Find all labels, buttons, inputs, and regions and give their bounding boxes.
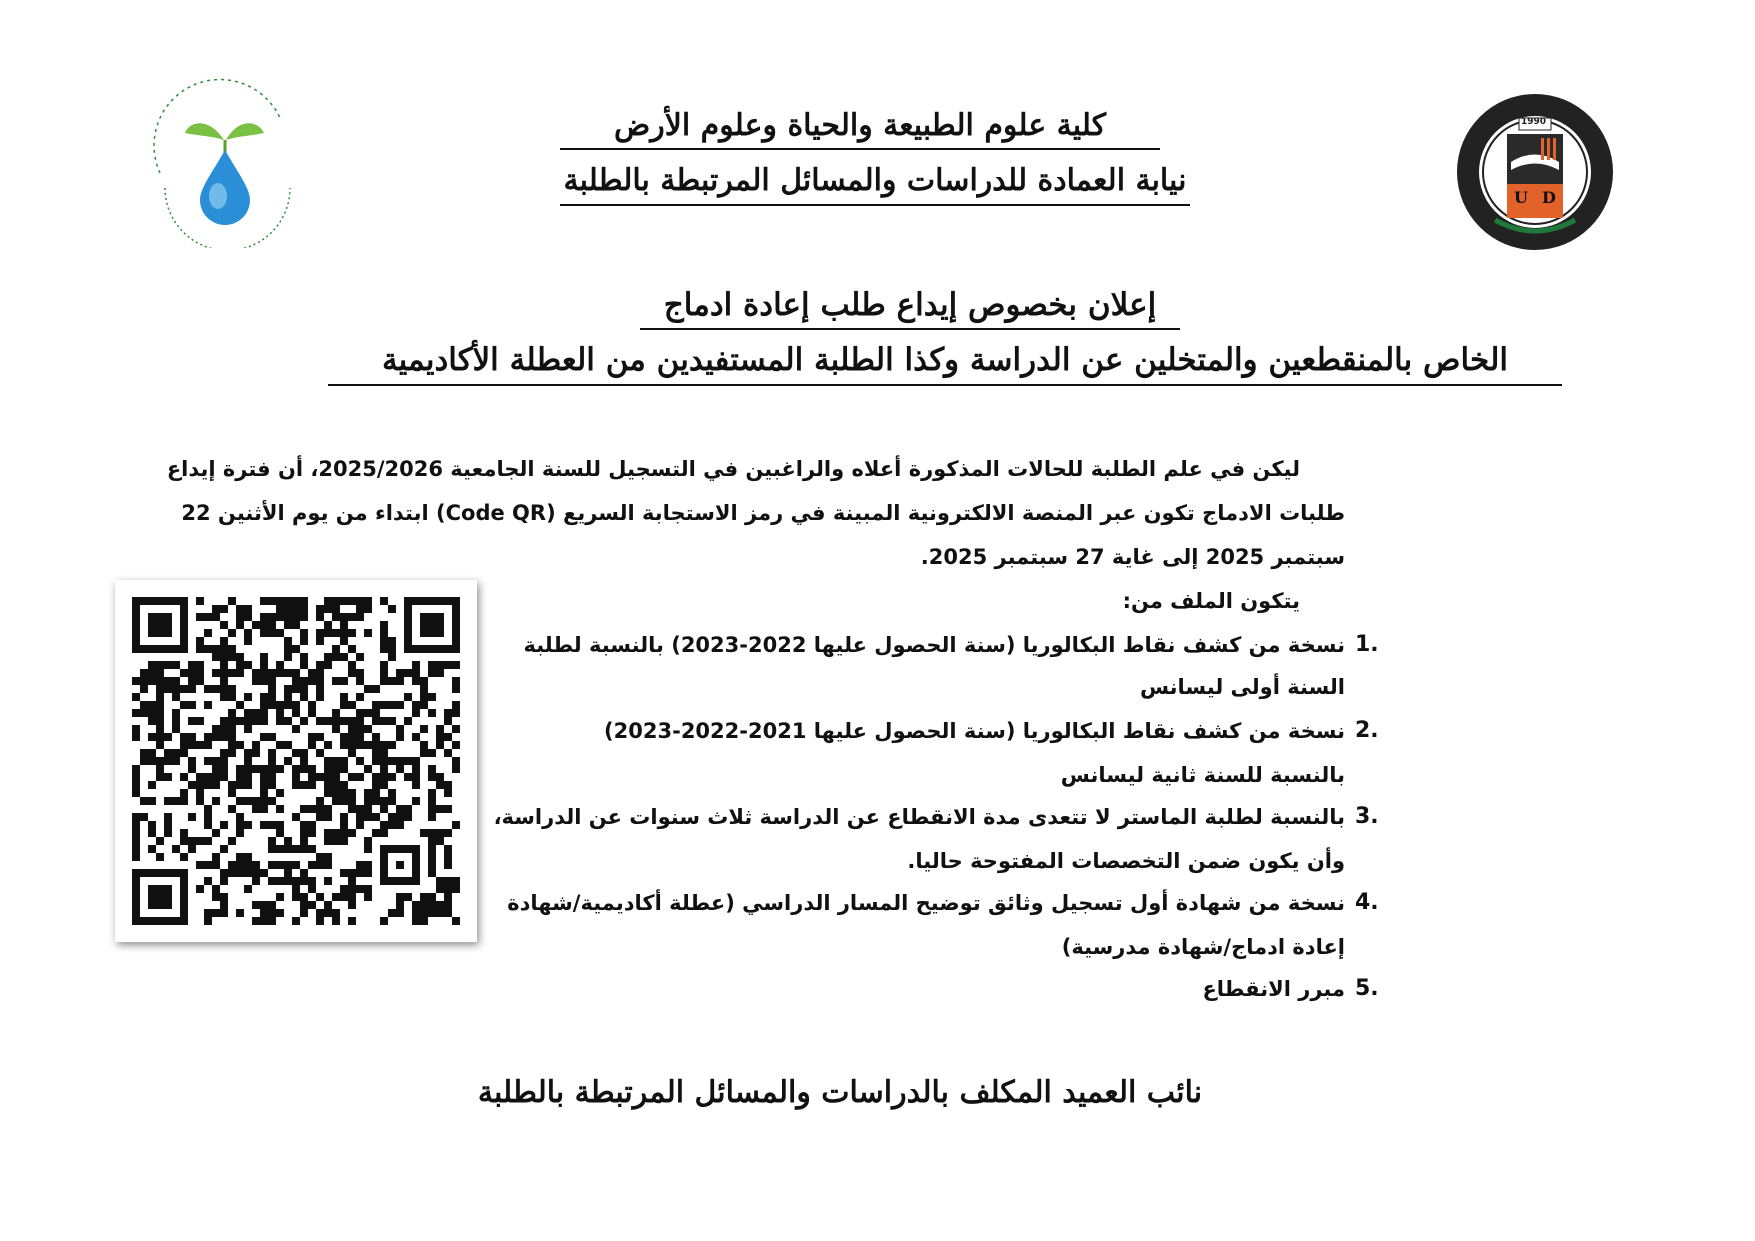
file-composition-label: يتكون الملف من: <box>1122 589 1300 613</box>
list-item-number: 1. <box>1355 632 1379 657</box>
announcement-subtitle: الخاص بالمنقطعين والمتخلين عن الدراسة وكذا الطلبة المستفيدين من العطلة الأكاديمية <box>328 336 1562 386</box>
signature-title: نائب العميد المكلف بالدراسات والمسائل المرتبطة بالطلبة <box>477 1075 1203 1110</box>
list-item-number: 5. <box>1355 976 1379 1001</box>
list-item-text: إعادة ادماج/شهادة مدرسية) <box>1061 935 1345 959</box>
list-item-number: 2. <box>1355 718 1379 743</box>
list-item-text: نسخة من كشف نقاط البكالوريا (سنة الحصول عليها 2022-2023) بالنسبة لطلبة <box>523 633 1345 657</box>
university-letter-u: U <box>1514 188 1528 207</box>
list-item-text: نسخة من كشف نقاط البكالوريا (سنة الحصول عليها 2021-2022-2023) <box>604 719 1345 743</box>
university-letter-d: D <box>1542 188 1556 207</box>
list-item-text: السنة أولى ليسانس <box>1139 675 1345 699</box>
intro-line: ليكن في علم الطلبة للحالات المذكورة أعلاه والراغبين في التسجيل للسنة الجامعية 2025/2026، أن فترة إيداع <box>166 457 1300 481</box>
list-item-text: مبرر الانقطاع <box>1202 977 1345 1001</box>
qr-code-icon[interactable] <box>132 597 460 925</box>
vice-dean-office: نيابة العمادة للدراسات والمسائل المرتبطة بالطلبة <box>560 158 1190 206</box>
list-item-text: وأن يكون ضمن التخصصات المفتوحة حاليا. <box>907 849 1345 873</box>
intro-line: طلبات الادماج تكون عبر المنصة الالكترونية المبينة في رمز الاستجابة السريع (Code QR) ابتداء من يوم الأثنين 22 <box>181 501 1345 525</box>
announcement-title: إعلان بخصوص إيداع طلب إعادة ادماج <box>640 282 1180 330</box>
university-year: 1990 <box>1521 117 1547 127</box>
list-item-text: بالنسبة لطلبة الماستر لا تتعدى مدة الانقطاع عن الدراسة ثلاث سنوات عن الدراسة، <box>493 805 1345 829</box>
university-seal-graphic <box>1455 92 1615 252</box>
list-item-text: بالنسبة للسنة ثانية ليسانس <box>1060 763 1345 787</box>
faculty-name: كلية علوم الطبيعة والحياة وعلوم الأرض <box>560 104 1160 150</box>
university-logo <box>1455 92 1615 252</box>
faculty-logo <box>140 78 310 248</box>
faculty-logo-graphic <box>140 78 310 248</box>
list-item-number: 3. <box>1355 804 1379 829</box>
qr-code-frame[interactable] <box>115 580 477 942</box>
list-item-text: نسخة من شهادة أول تسجيل وثائق توضيح المسار الدراسي (عطلة أكاديمية/شهادة <box>507 891 1345 915</box>
list-item-number: 4. <box>1355 890 1379 915</box>
intro-line: سبتمبر 2025 إلى غاية 27 سبتمبر 2025. <box>920 545 1345 569</box>
